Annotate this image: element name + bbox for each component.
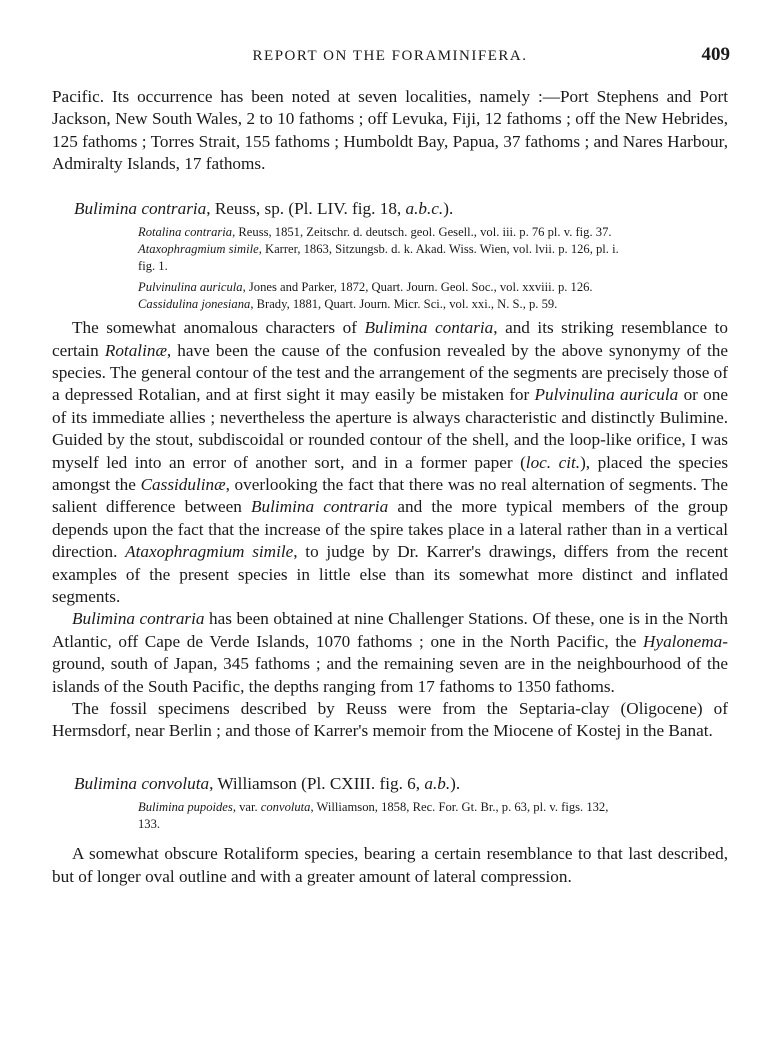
page-number: 409 <box>701 44 730 65</box>
running-head <box>52 44 728 72</box>
synonym-entry <box>138 296 728 313</box>
species-heading-bulimina-convoluta <box>52 773 728 795</box>
fig-letters: a.b. <box>424 773 451 793</box>
synonym-citation: , Jones and Parker, 1872, Quart. Journ. Geol. Soc., vol. xxviii. p. 126. <box>242 279 593 294</box>
synonym-entry <box>138 224 728 241</box>
species-name: Bulimina contraria <box>74 198 207 218</box>
synonym-entry <box>138 279 728 296</box>
heading-close: ). <box>443 198 454 218</box>
intro-paragraph: Pacific. Its occurrence has been noted at seven localities, namely :—Port Stephens and Port Jackson, New South Wales, 2 to 10 fathoms ; off Levuka, Fiji, 12 fathoms ; off the New Hebrides, 125 fathoms ; Torres Strait, 155 fathoms ; Humboldt Bay, Papua, 37 fathoms ; and Nares Harbour, Admiralty Islands, 17 fathoms. <box>52 87 728 174</box>
synonymy-list <box>52 224 728 313</box>
synonym-name: Bulimina pupoides <box>138 799 233 814</box>
species-author: , Williamson (Pl. CXIII. fig. 6, <box>209 773 425 793</box>
synonym-name: Ataxophragmium simile <box>138 241 259 256</box>
synonymy-list <box>52 799 728 834</box>
synonym-citation: , Brady, 1881, Quart. Journ. Micr. Sci., vol. xxi., N. S., p. 59. <box>250 296 558 311</box>
synonym-name: Cassidulina jonesiana <box>138 296 251 311</box>
page <box>52 44 728 888</box>
synonym-name: Rotalina contraria <box>138 224 233 239</box>
species-heading-bulimina-contraria <box>52 198 728 220</box>
synonym-citation: , Reuss, 1851, Zeitschr. d. deutsch. geol. Gesell., vol. iii. p. 76 pl. v. fig. 37. <box>232 224 612 239</box>
paragraph-fossil: The fossil specimens described by Reuss were from the Septaria-clay (Oligocene) of Hermsdorf, near Berlin ; and those of Karrer's memoir from the Miocene of Kostej in the Banat. <box>52 699 728 741</box>
synonym-continuation: 133. <box>138 817 161 832</box>
synonym-entry: Bulimina pupoides, var. convoluta, Williamson, 1858, Rec. For. Gt. Br., p. 63, pl. v. figs. 132, 133. <box>138 799 728 834</box>
paragraph-distribution: Bulimina contraria has been obtained at nine Challenger Stations. Of these, one is in the North Atlantic, off Cape de Verde Islands, 1070 fathoms ; one in the North Pacific, the Hyalonema-ground, south of Japan, 345 fathoms ; and the remaining seven are in the neighbourhood of the islands of the South Pacific, the depths ranging from 17 fathoms to 1350 fathoms. <box>52 609 728 696</box>
species-author: , Reuss, sp. (Pl. LIV. fig. 18, <box>206 198 406 218</box>
synonym-continuation: fig. 1. <box>138 259 168 274</box>
paragraph-characters: The somewhat anomalous characters of Bulimina contaria, and its striking resemblance to certain Rotalinæ, have been the cause of the confusion revealed by the above synonymy of the species. The general contour of the test and the arrangement of the segments are precisely those of a depressed Rotalian, and at first sight it may easily be mistaken for Pulvinulina auricula or one of its immediate allies ; nevertheless the aperture is always characteristic and distinctly Bulimine. Guided by the stout, subdiscoidal or rounded contour of the shell, and the loop-like orifice, I was myself led into an error of another sort, and in a former paper (loc. cit.), placed the species amongst the Cassidulinæ, overlooking the fact that there was no real alternation of segments. The salient difference between Bulimina contraria and the more typical members of the group depends upon the fact that the increase of the spire takes place in a lateral rather than in a vertical direction. Ataxophragmium simile, to judge by Dr. Karrer's drawings, differs from the recent examples of the present species in little else than its somewhat more distinct and inflated segments. <box>52 318 729 606</box>
fig-letters: a.b.c. <box>405 198 444 218</box>
species-name: Bulimina convoluta <box>74 773 210 793</box>
running-title: REPORT ON THE FORAMINIFERA. <box>252 48 528 64</box>
heading-close: ). <box>450 773 461 793</box>
synonym-variety: convoluta <box>260 799 311 814</box>
synonym-entry <box>138 241 728 276</box>
synonym-name: Pulvinulina auricula <box>138 279 243 294</box>
synonym-citation: , Williamson, 1858, Rec. For. Gt. Br., p. 63, pl. v. figs. 132, <box>310 799 609 814</box>
synonym-citation: , Karrer, 1863, Sitzungsb. d. k. Akad. Wiss. Wien, vol. lvii. p. 126, pl. i. <box>258 241 619 256</box>
paragraph-convoluta: A somewhat obscure Rotaliform species, bearing a certain resemblance to that last described, but of longer oval outline and with a greater amount of lateral compression. <box>52 844 728 886</box>
